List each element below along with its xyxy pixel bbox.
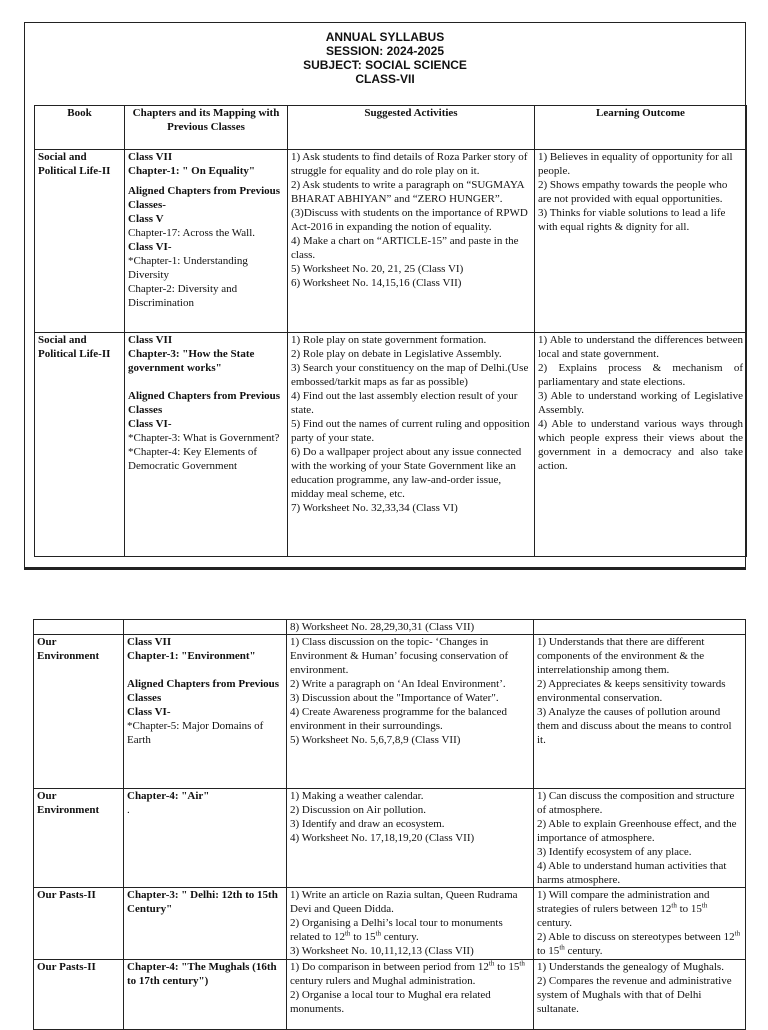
table-row — [34, 789, 746, 888]
activity-item: 1) Role play on state government formation. — [291, 334, 487, 346]
text-run: to 15 — [494, 961, 520, 973]
aligned-heading: Aligned Chapters from Previous Classes- — [128, 185, 281, 211]
column-header-chapters: Chapters and its Mapping with Previous Classes — [125, 106, 288, 150]
table-row — [35, 150, 747, 333]
activity-item: 4) Find out the last assembly election result of your state. — [291, 390, 518, 416]
mapping-item: *Chapter-4: Key Elements of Democratic Government — [128, 446, 257, 472]
empty-cell — [534, 620, 746, 635]
chapter-cell — [124, 635, 287, 789]
chapter-cell — [125, 150, 288, 333]
activities-cell — [287, 960, 534, 1030]
chapter-name: Chapter-3: "How the State government works" — [128, 348, 255, 374]
outcome-item: 3) Identify ecosystem of any place. — [537, 846, 692, 858]
chapter-dot: . — [127, 804, 130, 816]
activities-cell — [288, 150, 535, 333]
activity-item: 6) Do a wallpaper project about any issue connected with the working of your State Government like an education programme, any law-and-order issue, midday meal scheme, etc. — [291, 446, 522, 500]
outcome-item — [537, 930, 742, 958]
mapping-item: *Chapter-5: Major Domains of Earth — [127, 720, 264, 746]
activity-item: 5) Worksheet No. 20, 21, 25 (Class VI) — [291, 263, 464, 275]
superscript: th — [671, 901, 677, 910]
table-row — [34, 620, 746, 635]
outcome-item: 1) Able to understand the differences between local and state government. — [538, 334, 743, 360]
mapping-item: *Chapter-3: What is Government? — [128, 432, 280, 444]
superscript: th — [488, 959, 495, 968]
text-run: 1) Will compare the administration and strategies of rulers between 12 — [537, 889, 710, 915]
aligned-heading: Aligned Chapters from Previous Classes — [127, 678, 280, 704]
text-run: century. — [380, 931, 419, 943]
syllabus-page-1 — [24, 22, 746, 568]
activity-item: 8) Worksheet No. 28,29,30,31 (Class VII) — [287, 620, 534, 635]
outcome-item: 2) Able to explain Greenhouse effect, and the importance of atmosphere. — [537, 818, 737, 844]
activity-item: 5) Worksheet No. 5,6,7,8,9 (Class VII) — [290, 734, 461, 746]
activities-cell — [287, 789, 534, 888]
activity-item: 1) Ask students to find details of Roza Parker story of struggle for equality and do role play on it. — [291, 151, 528, 177]
mapping-item: *Chapter-1: Understanding Diversity — [128, 255, 248, 281]
activity-item: 7) Worksheet No. 32,33,34 (Class VI) — [291, 502, 458, 514]
syllabus-table — [34, 105, 747, 557]
book-cell: Social and Political Life-II — [35, 333, 125, 557]
superscript: th — [375, 929, 381, 938]
activity-item: 3) Discussion about the "Importance of Water". — [290, 692, 499, 704]
syllabus-page-2 — [24, 619, 746, 1025]
outcome-item: 2) Explains process & mechanism of parliamentary and state elections. — [538, 362, 743, 388]
activity-item: 1) Class discussion on the topic- ‘Changes in Environment & Human’ focusing conservation of environment. — [290, 636, 509, 676]
outcome-item: 2) Compares the revenue and administrative system of Mughals with that of Delhi sultanate. — [537, 975, 732, 1015]
chapter-name: Chapter-3: " Delhi: 12th to 15th Century" — [127, 889, 278, 915]
outcome-item: 1) Understands that there are different components of the environment & the interrelationship among them. — [537, 636, 705, 676]
text-run: 2) Able to discuss on stereotypes between 12 — [537, 931, 735, 943]
superscript: th — [559, 943, 565, 952]
header-session: SESSION: 2024-2025 — [325, 44, 445, 58]
chapter-class: Class VII — [127, 636, 172, 648]
chapter-name: Chapter-4: "The Mughals (16th to 17th century") — [127, 961, 277, 987]
text-run: century rulers and Mughal administration. — [290, 975, 476, 987]
mapping-item: Chapter-2: Diversity and Discrimination — [128, 283, 238, 309]
chapter-class: Class VII — [128, 151, 173, 163]
chapter-name: Chapter-1: " On Equality" — [128, 165, 256, 177]
activity-item: 2) Ask students to write a paragraph on “SUGMAYA BHARAT ABHIYAN” and “ZERO HUNGER”. — [291, 179, 525, 205]
superscript: th — [701, 901, 708, 910]
text-run: to 15 — [350, 931, 376, 943]
document-header — [25, 23, 745, 100]
chapter-class: Class VII — [128, 334, 173, 346]
outcome-cell — [534, 960, 746, 1030]
chapter-name: Chapter-1: "Environment" — [127, 650, 256, 662]
outcome-item: 2) Appreciates & keeps sensitivity towards environmental conservation. — [537, 678, 726, 704]
activity-item: (3)Discuss with students on the importance of RPWD Act-2016 in expanding the notion of equality. — [291, 207, 528, 233]
chapter-cell — [124, 789, 287, 888]
column-header-activities: Suggested Activities — [288, 106, 535, 150]
text-run: to 15 — [537, 945, 560, 957]
text-run: century. — [564, 945, 603, 957]
book-cell: Our Environment — [34, 635, 124, 789]
activities-cell — [287, 635, 534, 789]
activity-item: 4) Make a chart on “ARTICLE-15” and paste in the class. — [291, 235, 519, 261]
column-header-book: Book — [35, 106, 125, 150]
outcome-item: 3) Analyze the causes of pollution around them and discuss about the means to control it. — [537, 706, 732, 746]
activity-item: 1) Making a weather calendar. — [290, 790, 424, 802]
empty-cell — [34, 620, 124, 635]
table-row — [34, 635, 746, 789]
activity-item: 4) Create Awareness programme for the balanced environment in their surroundings. — [290, 706, 508, 732]
outcome-item: 1) Believes in equality of opportunity for all people. — [538, 151, 733, 177]
outcome-cell — [535, 333, 747, 557]
page-divider — [24, 568, 746, 570]
table-row — [35, 333, 747, 557]
header-class: CLASS-VII — [355, 72, 415, 86]
activity-item: 2) Write a paragraph on ‘An Ideal Environment’. — [290, 678, 506, 690]
activity-item: 2) Organise a local tour to Mughal era related monuments. — [290, 989, 491, 1015]
activity-item: 4) Worksheet No. 17,18,19,20 (Class VII) — [290, 832, 475, 844]
activity-item: 3) Identify and draw an ecosystem. — [290, 818, 445, 830]
outcome-cell — [535, 150, 747, 333]
outcome-item: 4) Able to understand various ways through which people express their views about the government in a democracy and also take action. — [538, 418, 743, 472]
outcome-item: 3) Able to understand working of Legislative Assembly. — [538, 390, 743, 416]
mapping-item: Class VI- — [128, 418, 172, 430]
outcome-cell — [534, 888, 746, 960]
outcome-item: 3) Thinks for viable solutions to lead a life with equal rights & dignity for all. — [538, 207, 726, 233]
chapter-cell — [124, 960, 287, 1030]
header-title: ANNUAL SYLLABUS — [325, 30, 445, 44]
aligned-heading: Aligned Chapters from Previous Classes — [128, 390, 281, 416]
mapping-item: Class V — [128, 213, 164, 225]
table-row — [34, 960, 746, 1030]
outcome-item: 4) Able to understand human activities that harms atmosphere. — [537, 860, 727, 886]
text-run: 1) Do comparison in between period from 12 — [290, 961, 489, 973]
text-run: 2) Organising a Delhi’s local tour to monuments related to 12 — [290, 917, 503, 943]
chapter-cell — [124, 888, 287, 960]
book-cell: Our Pasts-II — [34, 888, 124, 960]
mapping-item: Class VI- — [128, 241, 172, 253]
activities-cell — [288, 333, 535, 557]
book-cell: Our Environment — [34, 789, 124, 888]
outcome-cell — [534, 635, 746, 789]
activity-item: 3) Search your constituency on the map of Delhi.(Use embossed/tarkit maps as far as possible) — [291, 362, 529, 388]
activity-item — [290, 916, 530, 944]
activity-item: 5) Find out the names of current ruling and opposition party of your state. — [291, 418, 530, 444]
outcome-item — [537, 888, 742, 930]
activity-item: 3) Worksheet No. 10,11,12,13 (Class VII) — [290, 945, 474, 957]
activity-item: 2) Discussion on Air pollution. — [290, 804, 426, 816]
activities-cell — [287, 888, 534, 960]
empty-cell — [124, 620, 287, 635]
table-header-row — [35, 106, 747, 150]
outcome-item: 2) Shows empathy towards the people who are not provided with equal opportunities. — [538, 179, 728, 205]
text-run: to 15 — [676, 903, 702, 915]
outcome-cell — [534, 789, 746, 888]
superscript: th — [734, 929, 741, 938]
text-run: century. — [537, 917, 573, 929]
outcome-item: 1) Understands the genealogy of Mughals. — [537, 961, 724, 973]
outcome-item: 1) Can discuss the composition and structure of atmosphere. — [537, 790, 735, 816]
activity-item: 2) Role play on debate in Legislative Assembly. — [291, 348, 502, 360]
syllabus-table-continued — [33, 619, 746, 1030]
chapter-name: Chapter-4: "Air" — [127, 790, 210, 802]
superscript: th — [519, 959, 525, 968]
table-row — [34, 888, 746, 960]
header-subject: SUBJECT: SOCIAL SCIENCE — [303, 58, 467, 72]
mapping-item: Class VI- — [127, 706, 171, 718]
activity-item: 1) Write an article on Razia sultan, Queen Rudrama Devi and Queen Didda. — [290, 889, 518, 915]
book-cell: Social and Political Life-II — [35, 150, 125, 333]
chapter-cell — [125, 333, 288, 557]
mapping-item: Chapter-17: Across the Wall. — [128, 227, 255, 239]
book-cell: Our Pasts-II — [34, 960, 124, 1030]
activity-item — [290, 960, 530, 988]
superscript: th — [344, 929, 351, 938]
column-header-outcome: Learning Outcome — [535, 106, 747, 150]
activity-item: 6) Worksheet No. 14,15,16 (Class VII) — [291, 277, 462, 289]
